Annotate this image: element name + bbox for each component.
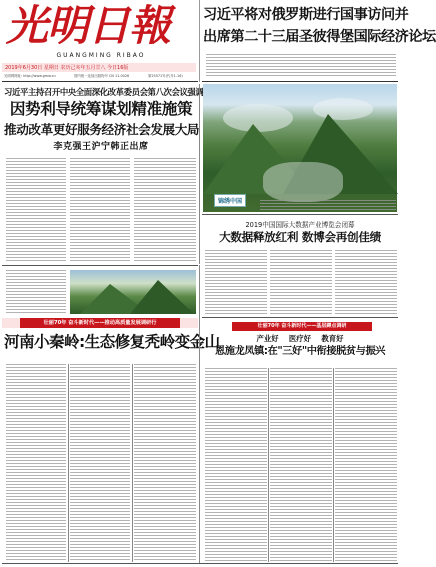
lead-kicker: 习近平主持召开中央全面深化改革委员会第八次会议强调 (4, 87, 204, 97)
lead-body-col-2 (70, 158, 130, 262)
bigdata-body-col-3 (335, 250, 397, 314)
code-line: 第25571号(代号1-16) (148, 74, 183, 78)
top-right-headline-2: 出席第二十三届圣彼得堡国际经济论坛 (203, 29, 436, 45)
henan-headline: 河南小秦岭:生态修复秃岭变金山 (4, 333, 220, 351)
lead-body-col-3 (134, 158, 196, 262)
poverty-banner: 壮丽70年 奋斗新时代——基层蹲点调研 (232, 322, 372, 331)
henan-body-col-3 (134, 364, 196, 562)
landscape-photo-2 (70, 270, 196, 314)
masthead-pinyin: GUANGMING RIBAO (56, 52, 146, 59)
date-line: 2019年6月30日 星期日 农历己亥年五月廿八 今日16版 (5, 65, 129, 71)
poverty-body-col-1 (205, 368, 267, 562)
henan-body-col-1 (6, 364, 66, 562)
bigdata-body-col-2 (270, 250, 332, 314)
lead-body-col-1 (6, 158, 66, 262)
poverty-headline: 恩施龙凤镇:在"三好"中衔接脱贫与振兴 (214, 346, 386, 357)
bigdata-headline: 大数据释放红利 数博会再创佳绩 (219, 230, 381, 244)
henan-band (2, 318, 198, 328)
henan-body-col-2 (70, 364, 130, 562)
top-right-body (206, 54, 396, 78)
midleft-body-col (6, 270, 66, 314)
photo-story-title: 锦绣中国 (214, 194, 246, 207)
web-line: 光明网网址: http://www.gmw.cn (4, 74, 56, 78)
photo-caption (260, 200, 396, 210)
cn-line: 国内统一连续出版物号 CN 11-0026 (74, 74, 130, 78)
poverty-body-col-2 (270, 368, 332, 562)
henan-banner: 壮丽70年 奋斗新时代——推动高质量发展调研行 (20, 318, 180, 328)
bigdata-kicker: 2019中国国际大数据产业博览会闭幕 (245, 221, 355, 229)
lead-headline-1: 因势利导统筹谋划精准施策 (9, 100, 193, 118)
poverty-body-col-3 (335, 368, 397, 562)
lead-headline-2: 推动改革更好服务经济社会发展大局 (4, 122, 200, 137)
newspaper-logo: 光明日報 (6, 1, 171, 50)
poverty-subline: 产业好 医疗好 教育好 (256, 334, 344, 343)
lead-subhead: 李克强王沪宁韩正出席 (53, 142, 149, 152)
landscape-photo (203, 84, 397, 212)
bigdata-body-col-1 (205, 250, 267, 314)
date-strip (2, 63, 196, 72)
top-right-headline-1: 习近平将对俄罗斯进行国事访问并 (203, 7, 409, 23)
